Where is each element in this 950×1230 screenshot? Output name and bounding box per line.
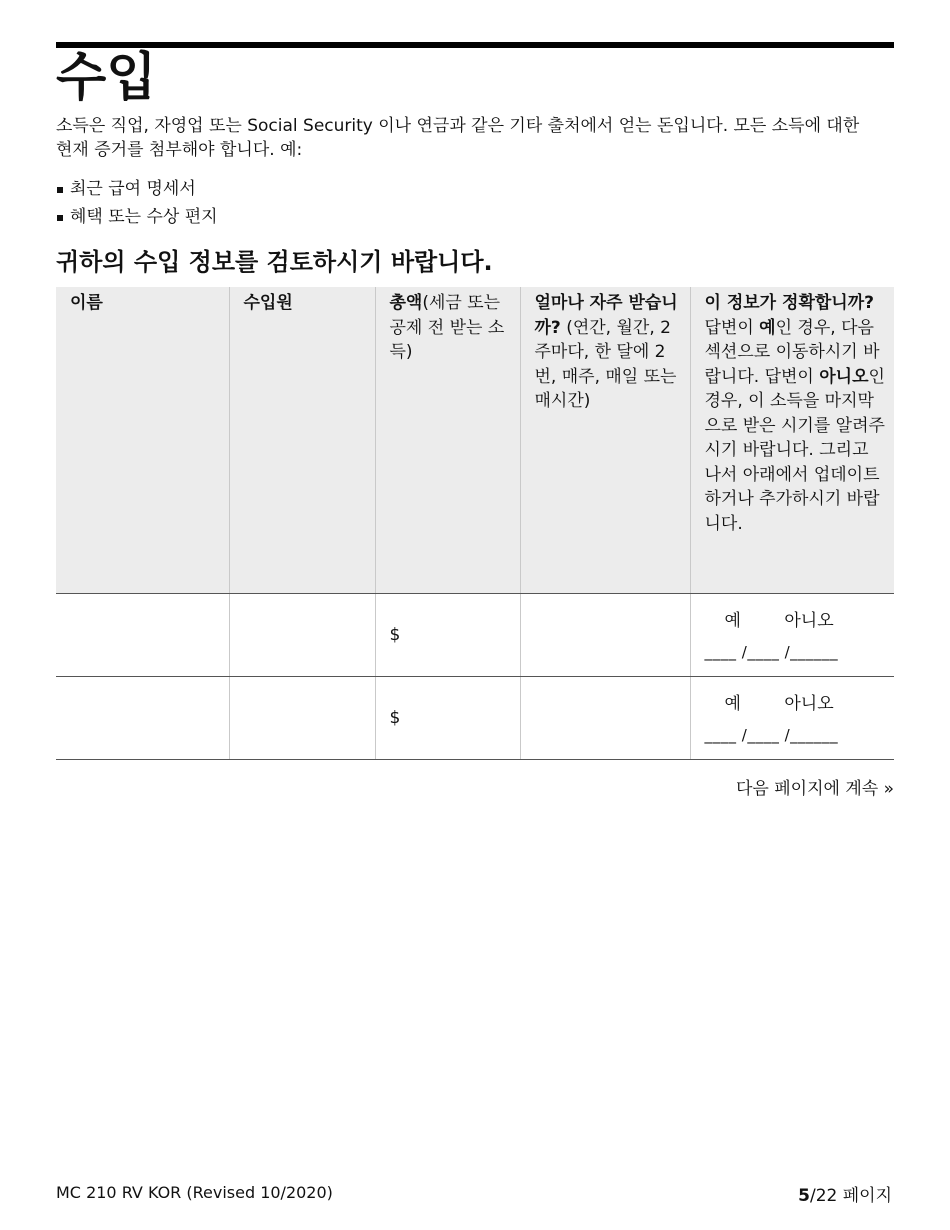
yes-option[interactable]: 예 <box>724 611 741 631</box>
page-title: 수입 <box>56 48 157 108</box>
no-option[interactable]: 아니오 <box>784 611 834 631</box>
name-cell[interactable] <box>56 677 229 760</box>
header-source: 수입원 <box>229 287 375 594</box>
income-table <box>56 287 894 760</box>
table-header-row <box>56 287 894 594</box>
header-correct: 이 정보가 정확합니까? 답변이 예인 경우, 다음 섹션으로 이동하시기 바랍니다. 답변이 아니오인 경우, 이 소득을 마지막으로 받은 시기를 알려주시기 바랍니다. 그리고 나서 아래에서 업데이트하거나 추가하시기 바랍니다. <box>690 287 894 594</box>
source-cell[interactable] <box>229 677 375 760</box>
section-heading: 귀하의 수입 정보를 검토하시기 바랍니다. <box>56 248 493 276</box>
table-row <box>56 677 894 760</box>
no-option[interactable]: 아니오 <box>784 694 834 714</box>
correct-cell <box>690 594 894 677</box>
header-name: 이름 <box>56 287 229 594</box>
amount-cell[interactable]: $ <box>375 594 520 677</box>
header-frequency: 얼마나 자주 받습니까? (연간, 월간, 2 주마다, 한 달에 2 번, 매주, 매일 또는 매시간) <box>520 287 690 594</box>
example-item: 최근 급여 명세서 <box>56 175 218 203</box>
amount-cell[interactable]: $ <box>375 677 520 760</box>
intro-text: 소득은 직업, 자영업 또는 Social Security 이나 연금과 같은 기타 출처에서 얻는 돈입니다. 모든 소득에 대한 현재 증거를 첨부해야 합니다. 예: <box>56 116 860 160</box>
frequency-cell[interactable] <box>520 677 690 760</box>
date-field[interactable]: ____ /____ /______ <box>704 643 839 661</box>
form-id: MC 210 RV KOR (Revised 10/2020) <box>56 1183 333 1202</box>
example-item: 혜택 또는 수상 편지 <box>56 203 218 231</box>
example-list <box>56 175 218 231</box>
date-field[interactable]: ____ /____ /______ <box>704 726 839 744</box>
correct-cell <box>690 677 894 760</box>
yes-option[interactable]: 예 <box>724 694 741 714</box>
header-amount: 총액(세금 또는 공제 전 받는 소득) <box>375 287 520 594</box>
name-cell[interactable] <box>56 594 229 677</box>
frequency-cell[interactable] <box>520 594 690 677</box>
table-row <box>56 594 894 677</box>
source-cell[interactable] <box>229 594 375 677</box>
page-number: 5/22 페이지 <box>798 1186 892 1206</box>
continue-note: 다음 페이지에 계속 » <box>736 779 894 799</box>
top-rule <box>56 42 894 48</box>
